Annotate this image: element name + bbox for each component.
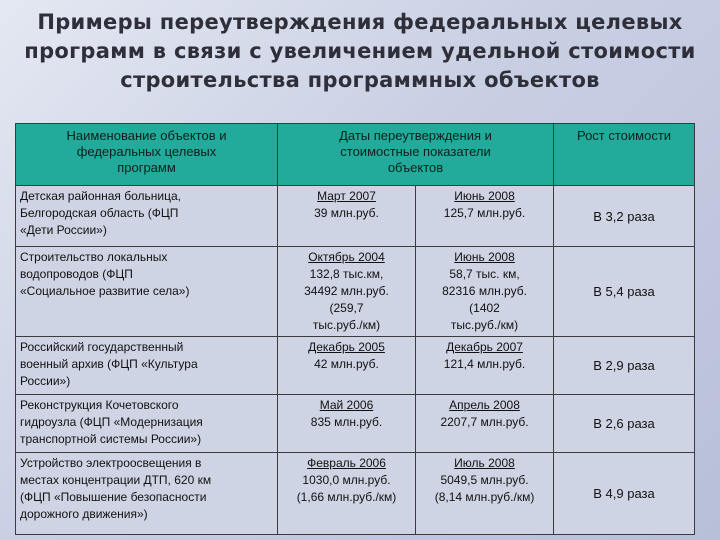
cost-value: 5049,5 млн.руб. xyxy=(440,473,529,487)
header-dates-line: объектов xyxy=(387,160,444,175)
growth-cell: В 2,6 раза xyxy=(554,395,695,453)
title-line-3: строительства программных объектов xyxy=(120,68,600,92)
table-row xyxy=(16,247,695,337)
object-name-line: Реконструкция Кочетовского xyxy=(20,398,179,412)
approval-date: Апрель 2008 xyxy=(449,398,520,412)
table-body xyxy=(16,186,695,535)
object-name-line: «Социальное развитие села») xyxy=(20,284,190,298)
object-name-line: Строительство локальных xyxy=(20,250,168,264)
object-name-line: (ФЦП «Повышение безопасности xyxy=(20,490,207,504)
header-name xyxy=(16,124,278,186)
cost-value: (259,7 xyxy=(329,301,364,315)
approval-date: Июль 2008 xyxy=(454,456,515,470)
growth-cell: В 3,2 раза xyxy=(554,186,695,247)
table-row xyxy=(16,186,695,247)
cost-value: 132,8 тыс.км, xyxy=(309,267,384,281)
cost-value: тыс.руб./км) xyxy=(312,318,381,332)
table-row xyxy=(16,337,695,395)
header-name-line: Наименование объектов и xyxy=(66,128,227,143)
page-title xyxy=(0,8,720,95)
cost-value: 835 млн.руб. xyxy=(310,415,383,429)
title-line-2: программ в связи с увеличением удельной стоимости xyxy=(24,39,696,63)
object-name-cell xyxy=(16,186,278,247)
growth-cell: В 4,9 раза xyxy=(554,453,695,535)
header-name-line: федеральных целевых xyxy=(76,144,217,159)
object-name-cell xyxy=(16,453,278,535)
object-name-cell xyxy=(16,337,278,395)
header-dates-line: Даты переутверждения и xyxy=(339,128,492,143)
reapproval-date-cell xyxy=(416,453,554,535)
object-name-line: транспортной системы России») xyxy=(20,432,202,446)
reapproval-date-cell xyxy=(416,337,554,395)
cost-value: (1402 xyxy=(469,301,500,315)
cost-value: 34492 млн.руб. xyxy=(304,284,389,298)
cost-value: 125,7 млн.руб. xyxy=(443,206,526,220)
cost-value: 82316 млн.руб. xyxy=(442,284,527,298)
reapproval-date-cell xyxy=(416,395,554,453)
cost-value: 39 млн.руб. xyxy=(314,206,379,220)
reapproval-date-cell xyxy=(416,247,554,337)
object-name-cell xyxy=(16,247,278,337)
approval-date: Июнь 2008 xyxy=(454,189,515,203)
cost-value: 1030,0 млн.руб. xyxy=(302,473,391,487)
object-name-line: Устройство электроосвещения в xyxy=(20,456,202,470)
reapproval-date-cell xyxy=(416,186,554,247)
approval-date: Декабрь 2007 xyxy=(446,340,523,354)
object-name-line: Детская районная больница, xyxy=(20,189,182,203)
header-dates-line: стоимостные показатели xyxy=(340,144,491,159)
approval-date: Март 2007 xyxy=(317,189,376,203)
approval-date: Декабрь 2005 xyxy=(308,340,385,354)
initial-date-cell xyxy=(278,453,416,535)
growth-cell: В 2,9 раза xyxy=(554,337,695,395)
cost-value: 42 млн.руб. xyxy=(314,357,379,371)
approval-date: Октябрь 2004 xyxy=(308,250,385,264)
cost-value: 58,7 тыс. км, xyxy=(449,267,520,281)
header-growth xyxy=(554,124,695,186)
object-name-line: местах концентрации ДТП, 620 км xyxy=(20,473,212,487)
header-growth-label: Рост стоимости xyxy=(576,128,672,143)
cost-value: 2207,7 млн.руб. xyxy=(440,415,529,429)
object-name-cell xyxy=(16,395,278,453)
title-line-1: Примеры переутверждения федеральных целевых xyxy=(37,10,683,34)
header-name-line: программ xyxy=(117,160,176,175)
object-name-line: «Дети России») xyxy=(20,223,107,237)
cost-value: (1,66 млн.руб./км) xyxy=(296,490,397,504)
header-dates xyxy=(278,124,554,186)
table-row xyxy=(16,395,695,453)
initial-date-cell xyxy=(278,395,416,453)
initial-date-cell xyxy=(278,247,416,337)
approval-date: Февраль 2006 xyxy=(307,456,386,470)
cost-value: 121,4 млн.руб. xyxy=(443,357,526,371)
cost-table xyxy=(15,123,695,535)
cost-value: (8,14 млн.руб./км) xyxy=(434,490,535,504)
object-name-line: дорожного движения») xyxy=(20,507,148,521)
approval-date: Май 2006 xyxy=(319,398,374,412)
header-row xyxy=(16,124,695,186)
object-name-line: военный архив (ФЦП «Культура xyxy=(20,357,198,371)
initial-date-cell xyxy=(278,186,416,247)
object-name-line: России») xyxy=(20,374,71,388)
object-name-line: Российский государственный xyxy=(20,340,184,354)
table-row xyxy=(16,453,695,535)
cost-value: тыс.руб./км) xyxy=(450,318,519,332)
approval-date: Июнь 2008 xyxy=(454,250,515,264)
object-name-line: водопроводов (ФЦП xyxy=(20,267,133,281)
object-name-line: Белгородская область (ФЦП xyxy=(20,206,179,220)
object-name-line: гидроузла (ФЦП «Модернизация xyxy=(20,415,203,429)
growth-cell: В 5,4 раза xyxy=(554,247,695,337)
initial-date-cell xyxy=(278,337,416,395)
